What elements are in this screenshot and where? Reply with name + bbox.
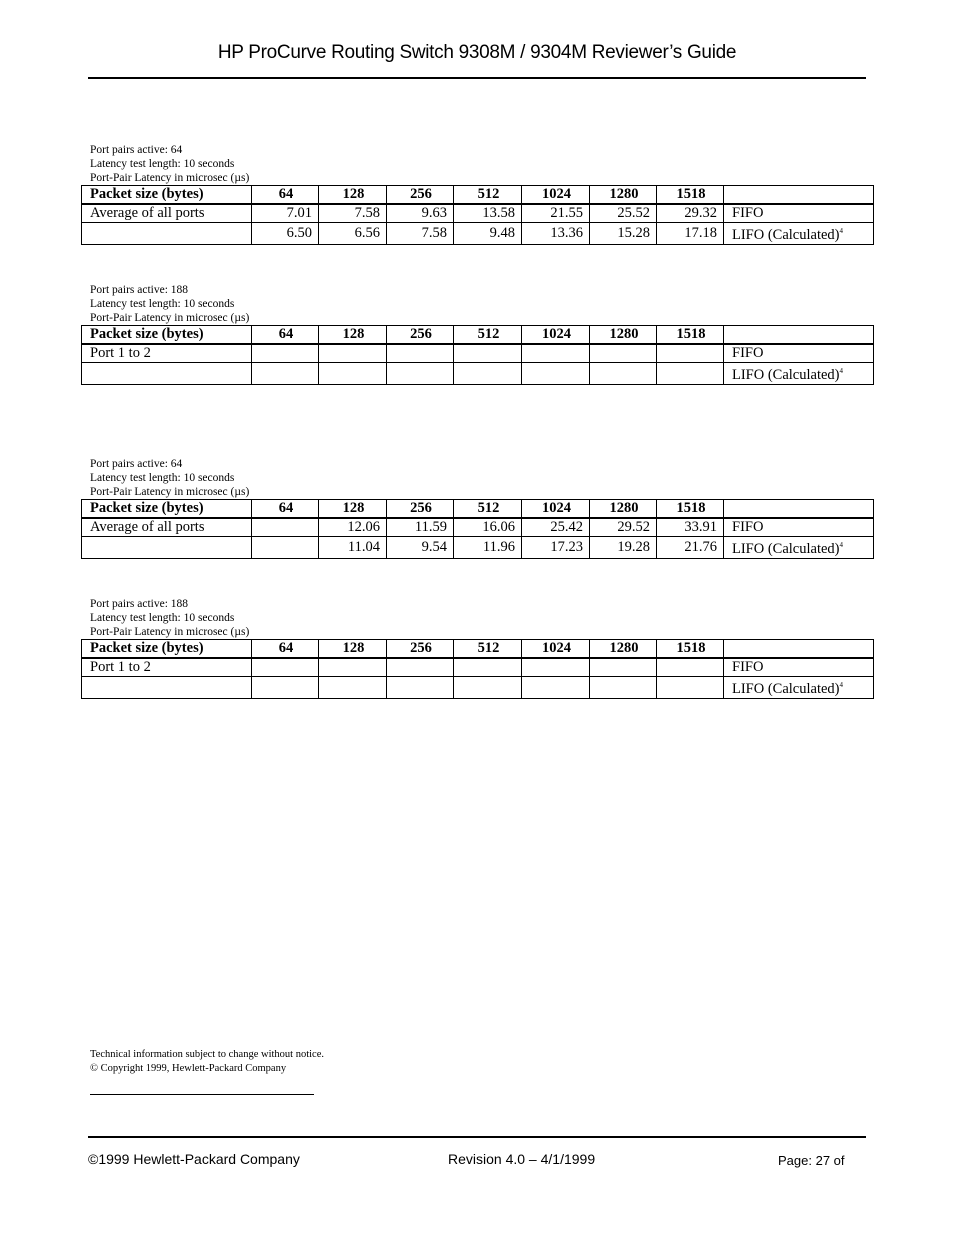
table-meta-line: Port-Pair Latency in microsec (µs) bbox=[90, 172, 250, 184]
table-row bbox=[82, 363, 874, 385]
column-header: 1024 bbox=[522, 500, 590, 519]
column-header: 128 bbox=[319, 326, 387, 345]
latency-value-cell bbox=[387, 658, 454, 677]
latency-value-cell bbox=[590, 677, 657, 699]
latency-value-cell: 21.55 bbox=[522, 204, 590, 223]
table-row bbox=[82, 223, 874, 245]
column-header bbox=[724, 640, 874, 659]
column-header: 64 bbox=[252, 326, 319, 345]
latency-value-cell: 21.76 bbox=[657, 537, 724, 559]
latency-value-cell: 33.91 bbox=[657, 518, 724, 537]
latency-value-cell bbox=[590, 363, 657, 385]
table-meta-line: Port pairs active: 188 bbox=[90, 284, 189, 296]
footnote bbox=[90, 1048, 324, 1076]
queue-mode-label: LIFO (Calculated) bbox=[732, 227, 840, 243]
queue-mode-cell bbox=[724, 537, 874, 559]
footnote-reference: 4 bbox=[839, 541, 844, 549]
column-header: 1518 bbox=[657, 500, 724, 519]
footnote-rule bbox=[90, 1094, 314, 1095]
column-header: Packet size (bytes) bbox=[82, 500, 252, 519]
latency-value-cell bbox=[319, 344, 387, 363]
column-header bbox=[724, 186, 874, 205]
latency-value-cell bbox=[252, 344, 319, 363]
queue-mode-cell bbox=[724, 677, 874, 699]
table-meta-line: Port pairs active: 64 bbox=[90, 458, 183, 470]
row-label bbox=[82, 363, 252, 385]
queue-mode-cell bbox=[724, 204, 874, 223]
table-header-row bbox=[82, 186, 874, 205]
header-rule bbox=[88, 77, 866, 79]
column-header: 256 bbox=[387, 640, 454, 659]
latency-value-cell: 29.32 bbox=[657, 204, 724, 223]
latency-table-block bbox=[81, 143, 873, 245]
latency-value-cell bbox=[252, 677, 319, 699]
latency-value-cell bbox=[590, 344, 657, 363]
latency-value-cell bbox=[454, 658, 522, 677]
latency-value-cell bbox=[252, 363, 319, 385]
latency-value-cell: 9.63 bbox=[387, 204, 454, 223]
table-meta-line: Port-Pair Latency in microsec (µs) bbox=[90, 626, 250, 638]
latency-value-cell bbox=[522, 344, 590, 363]
footer-copyright: ©1999 Hewlett-Packard Company bbox=[88, 1151, 300, 1167]
queue-mode-label: FIFO bbox=[732, 659, 764, 675]
column-header: 1518 bbox=[657, 186, 724, 205]
latency-value-cell: 13.58 bbox=[454, 204, 522, 223]
table-meta-line: Port-Pair Latency in microsec (µs) bbox=[90, 486, 250, 498]
column-header: Packet size (bytes) bbox=[82, 640, 252, 659]
column-header: 128 bbox=[319, 640, 387, 659]
latency-value-cell bbox=[522, 363, 590, 385]
latency-value-cell bbox=[454, 344, 522, 363]
latency-value-cell bbox=[252, 537, 319, 559]
column-header: 1280 bbox=[590, 640, 657, 659]
latency-value-cell: 7.01 bbox=[252, 204, 319, 223]
latency-table bbox=[81, 499, 874, 559]
latency-value-cell bbox=[252, 518, 319, 537]
queue-mode-label: FIFO bbox=[732, 519, 764, 535]
table-row bbox=[82, 677, 874, 699]
latency-value-cell bbox=[657, 677, 724, 699]
latency-table-block bbox=[81, 457, 873, 559]
queue-mode-label: LIFO (Calculated) bbox=[732, 681, 840, 697]
row-label: Port 1 to 2 bbox=[82, 658, 252, 677]
footer-revision: Revision 4.0 – 4/1/1999 bbox=[448, 1151, 596, 1167]
queue-mode-label: LIFO (Calculated) bbox=[732, 367, 840, 383]
footer-page-number: Page: 27 of bbox=[778, 1153, 845, 1168]
queue-mode-cell bbox=[724, 223, 874, 245]
queue-mode-label: FIFO bbox=[732, 205, 764, 221]
latency-value-cell: 19.28 bbox=[590, 537, 657, 559]
latency-table-block bbox=[81, 597, 873, 699]
footnote-line-1: Technical information subject to change without notice. bbox=[90, 1049, 324, 1060]
latency-value-cell: 6.56 bbox=[319, 223, 387, 245]
column-header: 1518 bbox=[657, 640, 724, 659]
latency-table bbox=[81, 185, 874, 245]
queue-mode-cell bbox=[724, 344, 874, 363]
latency-value-cell bbox=[387, 363, 454, 385]
table-row bbox=[82, 344, 874, 363]
latency-value-cell: 25.52 bbox=[590, 204, 657, 223]
row-label: Average of all ports bbox=[82, 518, 252, 537]
latency-value-cell: 25.42 bbox=[522, 518, 590, 537]
table-meta bbox=[81, 457, 873, 499]
table-meta-line: Port pairs active: 64 bbox=[90, 144, 183, 156]
row-label: Average of all ports bbox=[82, 204, 252, 223]
column-header: 1518 bbox=[657, 326, 724, 345]
column-header: 1024 bbox=[522, 640, 590, 659]
latency-value-cell bbox=[387, 677, 454, 699]
column-header: 512 bbox=[454, 326, 522, 345]
column-header: 1280 bbox=[590, 500, 657, 519]
table-meta-line: Latency test length: 10 seconds bbox=[90, 158, 235, 170]
table-header-row bbox=[82, 326, 874, 345]
table-meta bbox=[81, 597, 873, 639]
latency-value-cell bbox=[252, 658, 319, 677]
latency-table bbox=[81, 639, 874, 699]
latency-value-cell: 11.04 bbox=[319, 537, 387, 559]
latency-value-cell: 16.06 bbox=[454, 518, 522, 537]
table-meta-line: Port-Pair Latency in microsec (µs) bbox=[90, 312, 250, 324]
queue-mode-label: LIFO (Calculated) bbox=[732, 541, 840, 557]
latency-value-cell bbox=[319, 677, 387, 699]
table-meta bbox=[81, 283, 873, 325]
queue-mode-cell bbox=[724, 518, 874, 537]
footer-rule bbox=[88, 1136, 866, 1138]
row-label bbox=[82, 537, 252, 559]
latency-table-block bbox=[81, 283, 873, 385]
latency-value-cell: 11.59 bbox=[387, 518, 454, 537]
latency-value-cell bbox=[522, 677, 590, 699]
table-meta-line: Latency test length: 10 seconds bbox=[90, 612, 235, 624]
table-row bbox=[82, 537, 874, 559]
latency-value-cell: 12.06 bbox=[319, 518, 387, 537]
column-header: 1024 bbox=[522, 186, 590, 205]
latency-value-cell: 29.52 bbox=[590, 518, 657, 537]
latency-value-cell bbox=[319, 363, 387, 385]
row-label bbox=[82, 677, 252, 699]
queue-mode-label: FIFO bbox=[732, 345, 764, 361]
column-header: 512 bbox=[454, 640, 522, 659]
queue-mode-cell bbox=[724, 363, 874, 385]
latency-value-cell bbox=[590, 658, 657, 677]
latency-value-cell bbox=[454, 677, 522, 699]
latency-value-cell: 11.96 bbox=[454, 537, 522, 559]
table-row bbox=[82, 518, 874, 537]
table-row bbox=[82, 204, 874, 223]
latency-value-cell: 7.58 bbox=[387, 223, 454, 245]
table-header-row bbox=[82, 500, 874, 519]
latency-value-cell: 9.54 bbox=[387, 537, 454, 559]
table-meta bbox=[81, 143, 873, 185]
latency-value-cell: 17.23 bbox=[522, 537, 590, 559]
latency-value-cell bbox=[657, 363, 724, 385]
column-header bbox=[724, 326, 874, 345]
column-header: 1280 bbox=[590, 186, 657, 205]
latency-value-cell: 6.50 bbox=[252, 223, 319, 245]
column-header: 1024 bbox=[522, 326, 590, 345]
latency-value-cell bbox=[657, 344, 724, 363]
table-header-row bbox=[82, 640, 874, 659]
column-header: Packet size (bytes) bbox=[82, 326, 252, 345]
table-meta-line: Latency test length: 10 seconds bbox=[90, 298, 235, 310]
row-label: Port 1 to 2 bbox=[82, 344, 252, 363]
column-header: 256 bbox=[387, 326, 454, 345]
queue-mode-cell bbox=[724, 658, 874, 677]
column-header: 512 bbox=[454, 500, 522, 519]
table-meta-line: Port pairs active: 188 bbox=[90, 598, 189, 610]
latency-value-cell: 17.18 bbox=[657, 223, 724, 245]
column-header: Packet size (bytes) bbox=[82, 186, 252, 205]
latency-value-cell bbox=[319, 658, 387, 677]
table-meta-line: Latency test length: 10 seconds bbox=[90, 472, 235, 484]
latency-value-cell bbox=[454, 363, 522, 385]
footnote-line-2: © Copyright 1999, Hewlett-Packard Company bbox=[90, 1063, 287, 1074]
latency-value-cell: 9.48 bbox=[454, 223, 522, 245]
column-header: 512 bbox=[454, 186, 522, 205]
column-header: 256 bbox=[387, 186, 454, 205]
column-header: 1280 bbox=[590, 326, 657, 345]
column-header bbox=[724, 500, 874, 519]
footnote-reference: 4 bbox=[839, 681, 844, 689]
column-header: 64 bbox=[252, 186, 319, 205]
footnote-reference: 4 bbox=[839, 227, 844, 235]
column-header: 64 bbox=[252, 640, 319, 659]
latency-value-cell bbox=[387, 344, 454, 363]
latency-table bbox=[81, 325, 874, 385]
column-header: 128 bbox=[319, 186, 387, 205]
column-header: 256 bbox=[387, 500, 454, 519]
table-row bbox=[82, 658, 874, 677]
row-label bbox=[82, 223, 252, 245]
latency-value-cell bbox=[657, 658, 724, 677]
latency-value-cell: 7.58 bbox=[319, 204, 387, 223]
page-header-title: HP ProCurve Routing Switch 9308M / 9304M Reviewer’s Guide bbox=[217, 42, 737, 63]
latency-value-cell: 13.36 bbox=[522, 223, 590, 245]
column-header: 128 bbox=[319, 500, 387, 519]
footnote-reference: 4 bbox=[839, 367, 844, 375]
latency-value-cell: 15.28 bbox=[590, 223, 657, 245]
column-header: 64 bbox=[252, 500, 319, 519]
latency-value-cell bbox=[522, 658, 590, 677]
